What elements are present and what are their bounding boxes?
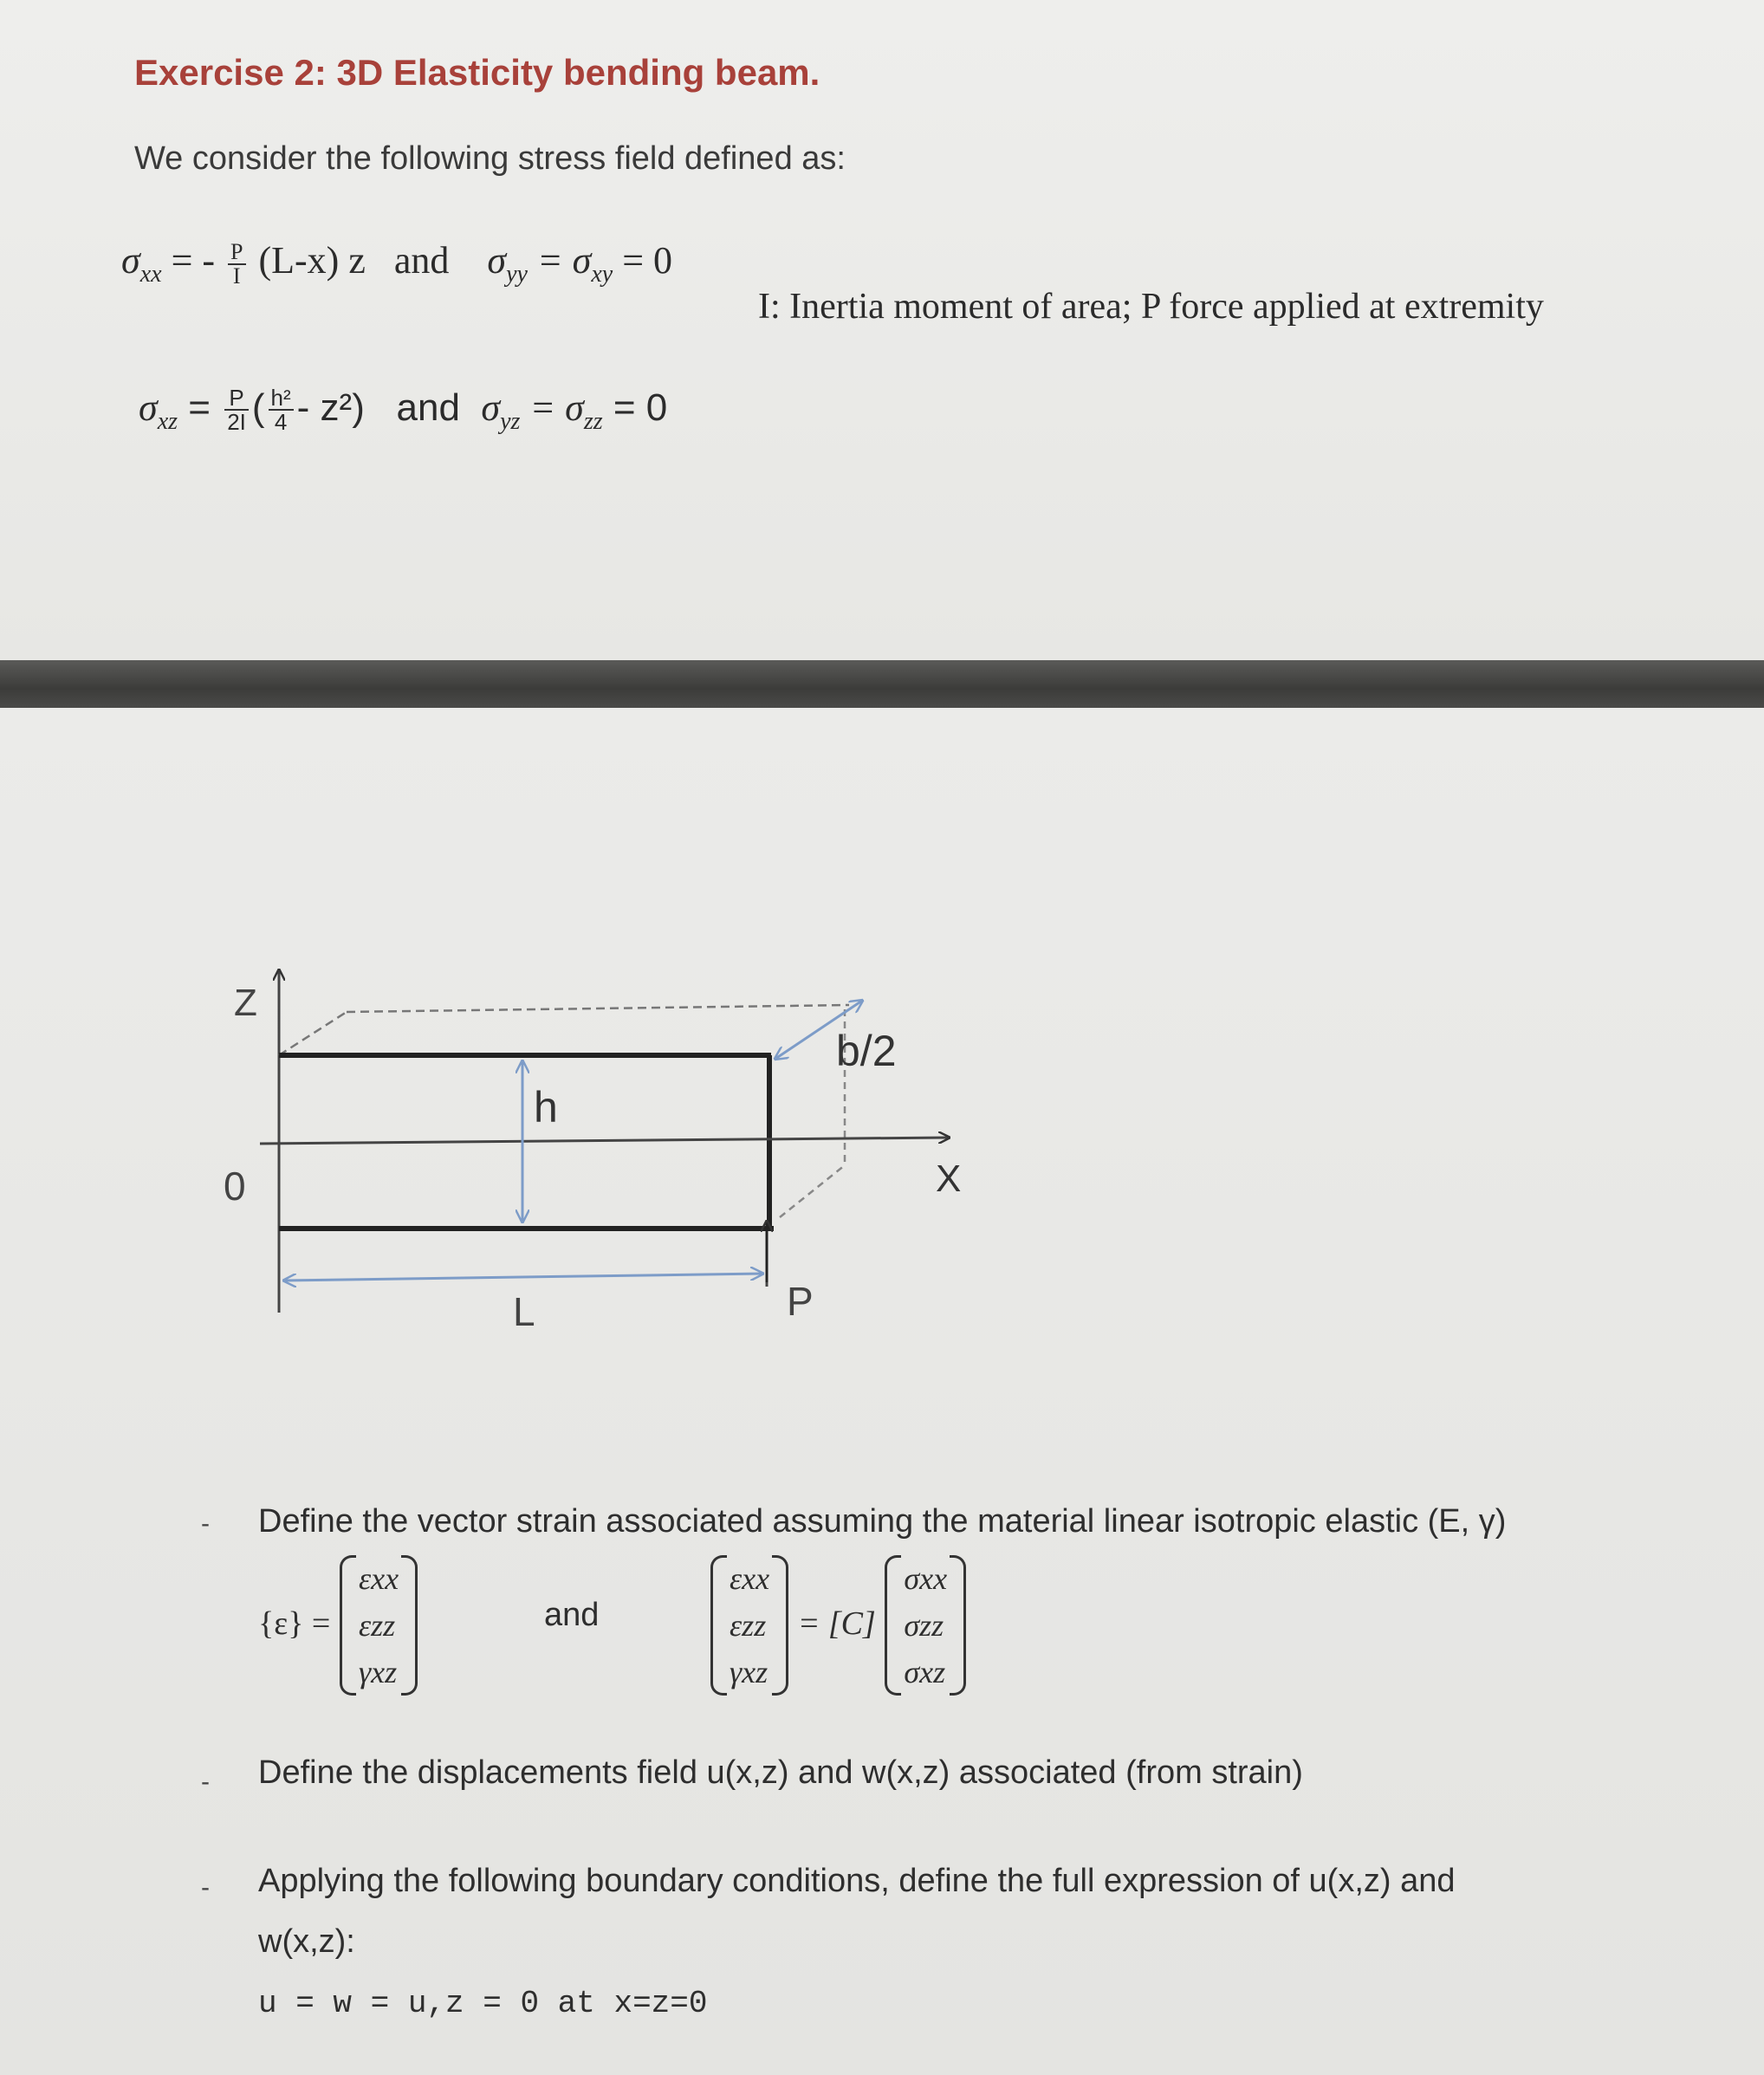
strain2-row-xx: εxx (730, 1561, 770, 1596)
x-axis-label: X (936, 1157, 962, 1200)
eq2-end: = 0 (602, 386, 668, 429)
frac2-num: P (224, 386, 249, 411)
sub-xz: xz (157, 407, 178, 435)
frac-num: P (228, 241, 245, 265)
p-label: P (787, 1279, 814, 1324)
question-3-line-2: w(x,z): (258, 1923, 355, 1960)
strain-row-xx: εxx (358, 1561, 399, 1596)
stress-row-xz: σxz (904, 1655, 946, 1689)
strain-row-xz: γxz (358, 1655, 398, 1689)
sigma-xx: σ (121, 239, 140, 282)
frac2-den: 2I (227, 409, 246, 436)
inertia-note: I: Inertia moment of area; P force applied at extremity (758, 287, 1544, 327)
h-label: h (534, 1083, 558, 1132)
eq2-equals: = (188, 386, 211, 429)
strain-row-zz: εzz (358, 1608, 396, 1643)
dashed-left-diag (279, 1012, 347, 1055)
bullet-2: - (201, 1767, 210, 1796)
exercise-title: Exercise 2: 3D Elasticity bending beam. (134, 52, 820, 93)
sigma-xz: σ (139, 386, 158, 429)
frac3-num: h² (269, 386, 294, 411)
constitutive-relation (710, 1555, 966, 1696)
sub-zz: zz (583, 407, 603, 435)
stress-row-zz: σzz (904, 1608, 944, 1643)
and-label: and (544, 1597, 600, 1633)
eq2-mid: = σ (520, 386, 584, 429)
l-label: L (513, 1289, 535, 1334)
equals-minus: = - (171, 239, 216, 282)
frac-den: I (232, 263, 241, 289)
z-axis-label: Z (234, 982, 257, 1024)
question-2-text: Define the displacements field u(x,z) and w(x,z) associated (from strain) (258, 1754, 1303, 1791)
x-axis (260, 1138, 949, 1144)
stress-column-vector (885, 1555, 966, 1696)
eq1-body: (L-x) z (258, 239, 366, 282)
eq1-end: = 0 (613, 239, 673, 282)
origin-label: 0 (224, 1164, 246, 1209)
stiffness-matrix-label: = [C] (797, 1605, 876, 1643)
sub-xx: xx (139, 260, 162, 288)
strain2-row-zz: εzz (730, 1608, 767, 1643)
sub-xy: xy (591, 260, 613, 288)
strain-vector-definition (258, 1555, 418, 1696)
stress-row-xx: σxx (904, 1561, 948, 1596)
eq1-and: and (393, 239, 450, 282)
paren-open: ( (251, 386, 265, 429)
question-1-text: Define the vector strain associated assuming the material linear isotropic elastic (E, γ) (258, 1503, 1507, 1540)
bullet-3: - (201, 1873, 210, 1902)
eq2-tail: - z²) (296, 386, 365, 429)
sigma-yz: σ (481, 386, 501, 429)
sub-yy: yy (506, 260, 528, 288)
dashed-bottom-diag (780, 1165, 845, 1217)
b2-label: b/2 (836, 1027, 897, 1075)
frac3-den: 4 (274, 409, 288, 436)
strain2-row-xz: γxz (730, 1655, 769, 1689)
bullet-1: - (201, 1509, 210, 1538)
strain-vector-label: {ε} = (258, 1605, 331, 1643)
strain-column-vector (340, 1555, 418, 1696)
question-3-line-1: Applying the following boundary conditions, define the full expression of u(x,z) and (258, 1863, 1456, 1899)
l-dimension-arrow (284, 1274, 762, 1281)
boundary-conditions: u = w = u,z = 0 at x=z=0 (258, 1986, 708, 2021)
dashed-top-back (347, 1005, 849, 1012)
strain-column-vector-2 (710, 1555, 788, 1696)
sigma-yy: σ (487, 239, 507, 282)
eq1-mid: = σ (527, 239, 592, 282)
intro-text: We consider the following stress field defined as: (134, 140, 846, 177)
sub-yz: yz (500, 407, 521, 435)
eq2-and: and (396, 386, 460, 429)
